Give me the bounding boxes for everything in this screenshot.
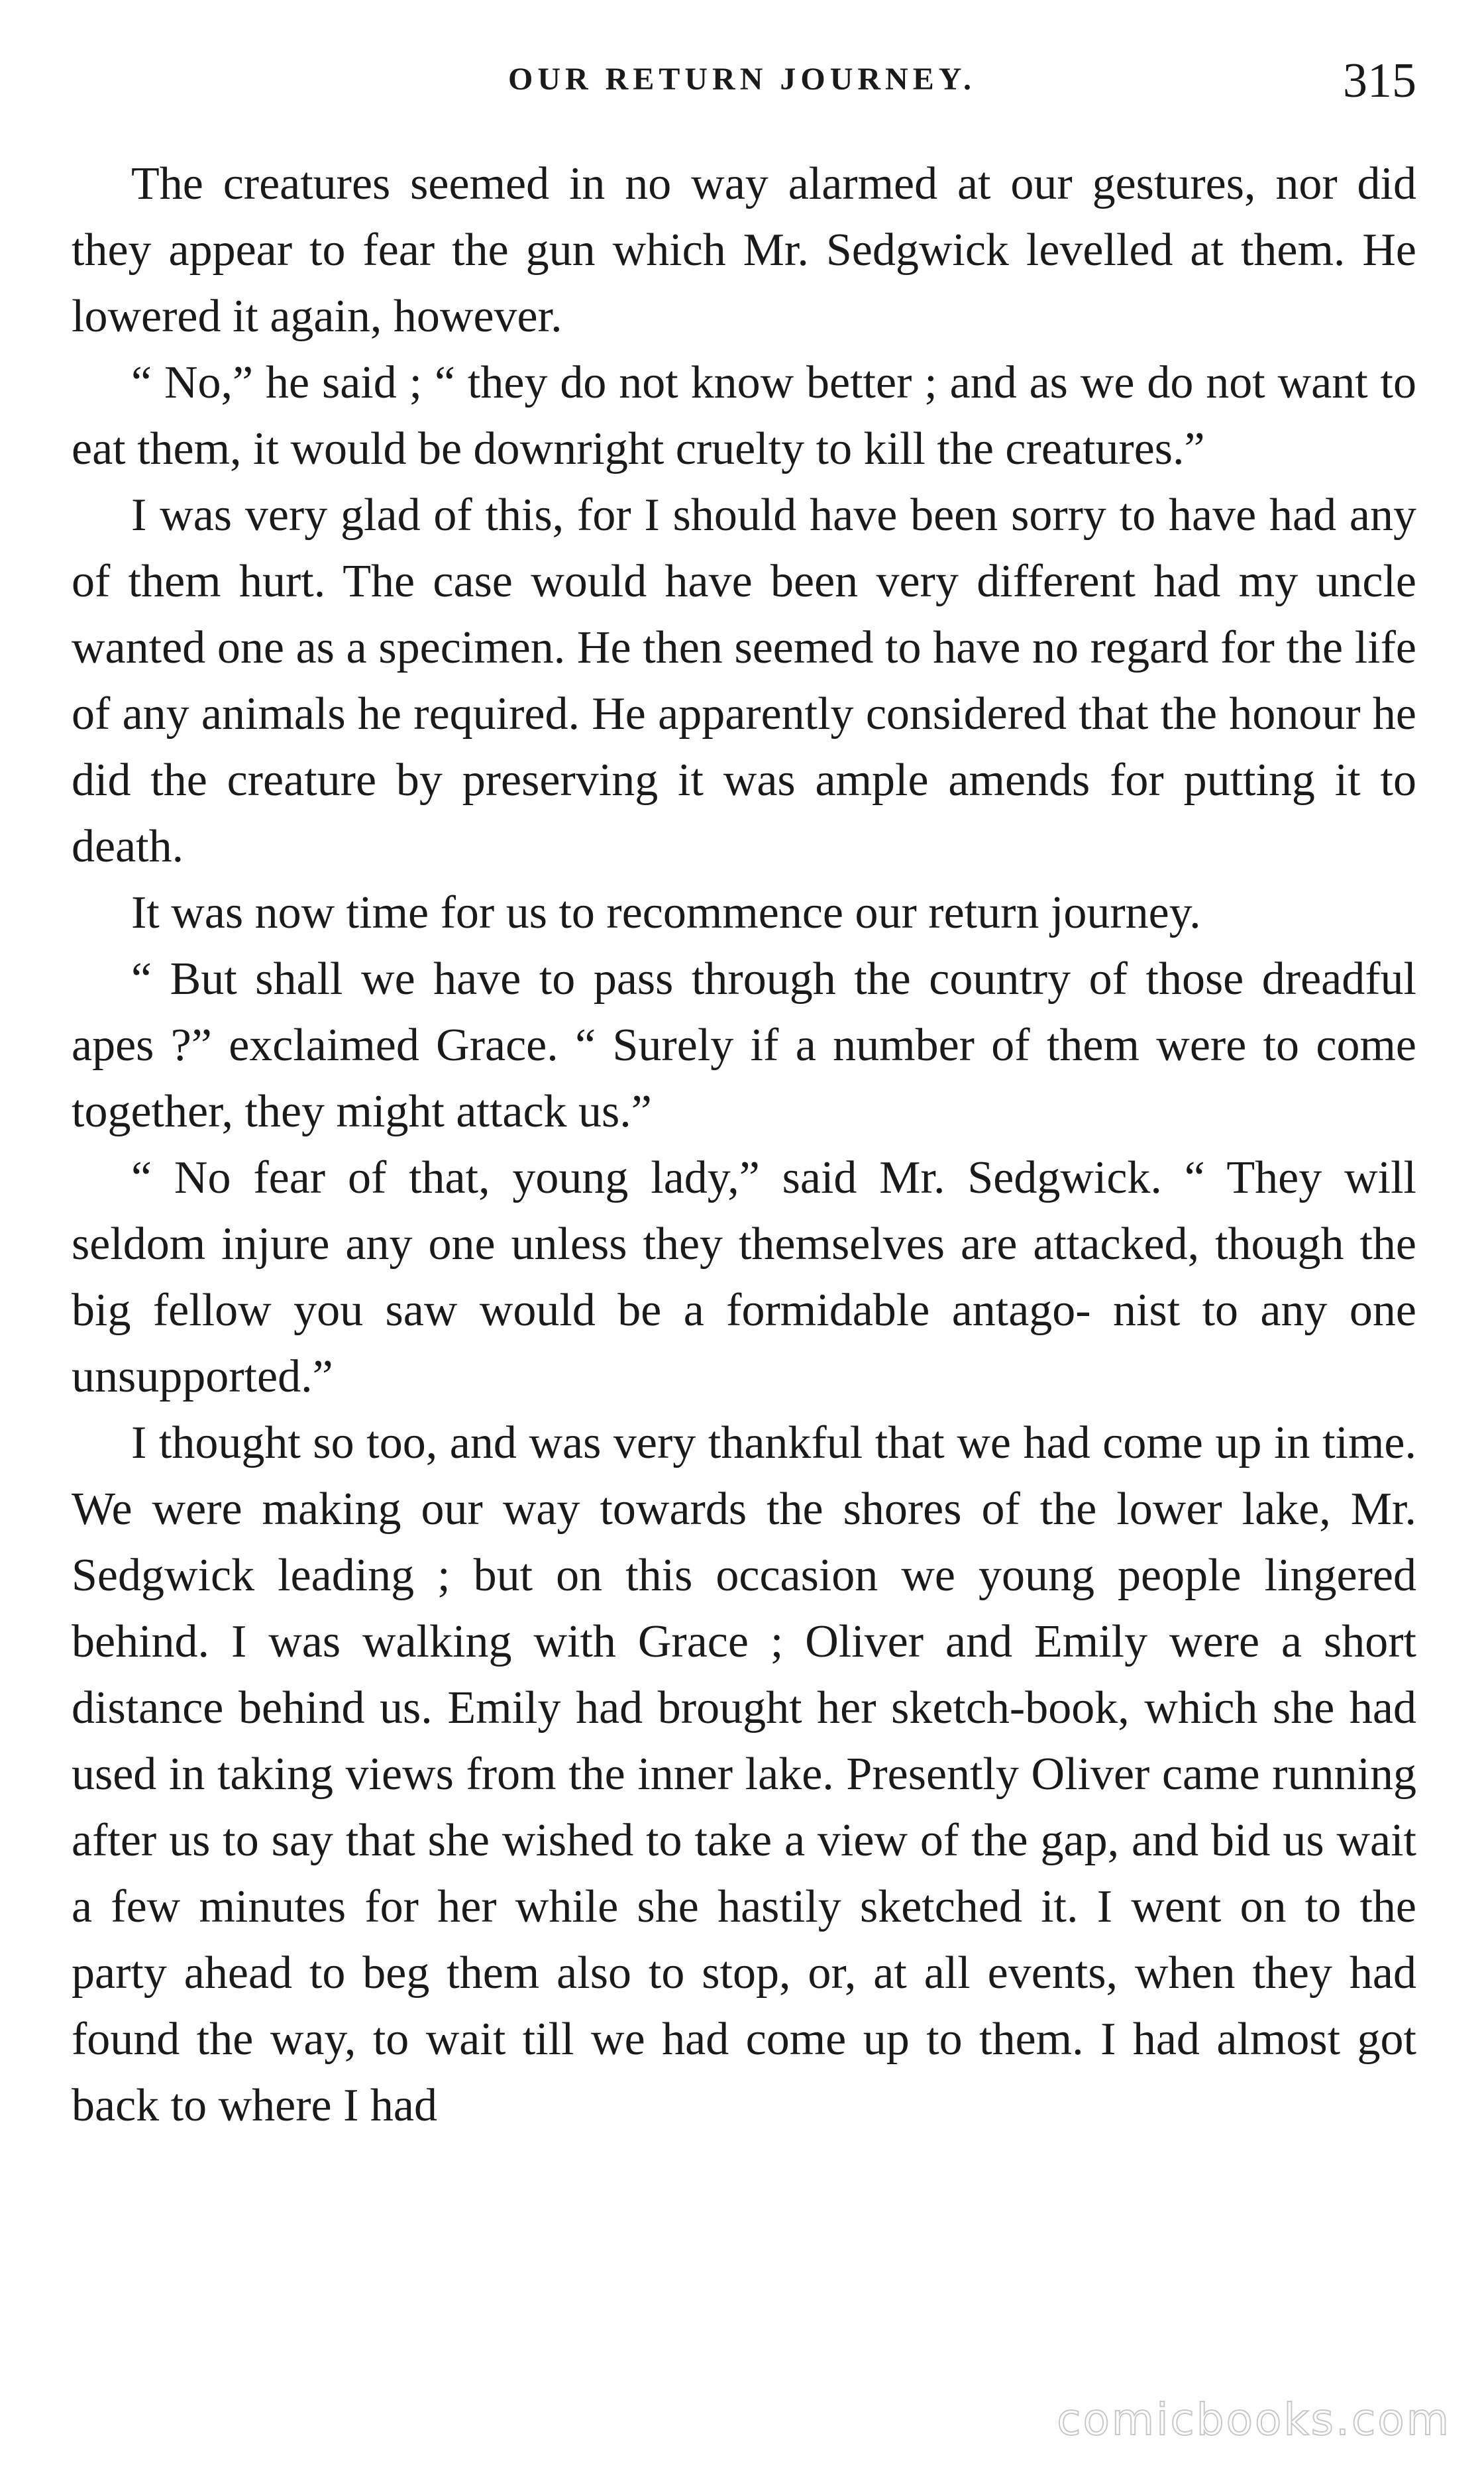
paragraph: It was now time for us to recommence our return journey. [131, 887, 1201, 938]
paragraph: “ No,” he said ; “ they do not know better ; and as we do not want to eat them, it would be downright cruelty to kill the creatures.” [72, 357, 1416, 474]
page-number: 315 [1343, 54, 1416, 108]
page-header [0, 53, 1484, 126]
watermark: comicbooks.com [1057, 2394, 1451, 2445]
running-title: OUR RETURN JOURNEY. [508, 62, 976, 97]
paragraph: I thought so too, and was very thankful that we had come up in time. We were making our way towards the shores of the lower lake, Mr. Sedgwick leading ; but on this occasion we young people lingered behind. I was walking with Grace ; Oliver and Emily were a short distance behind us. Emily had brought her sketch-book, which she had used in taking views from the inner lake. Presently Oliver came running after us to say that she wished to take a view of the gap, and bid us wait a few minutes for her while she hastily sketched it. I went on to the party ahead to beg them also to stop, or, at all events, when they had found the way, to wait till we had come up to them. I had almost got back to where I had [72, 1417, 1416, 2131]
paragraph: I was very glad of this, for I should have been sorry to have had any of them hurt. The case would have been very different had my uncle wanted one as a specimen. He then seemed to have no regard for the life of any animals he required. He apparently considered that the honour he did the creature by preserving it was ample amends for putting it to death. [72, 490, 1416, 872]
paragraph: “ No fear of that, young lady,” said Mr. Sedgwick. “ They will seldom injure any one unless they themselves are attacked, though the big fellow you saw would be a formidable antago- nist to any one unsupported.” [72, 1152, 1416, 1402]
body-text [72, 151, 1416, 2139]
paragraph: The creatures seemed in no way alarmed at our gestures, nor did they appear to fear the gun which Mr. Sedgwick levelled at them. He lowered it again, however. [72, 158, 1416, 342]
paragraph: “ But shall we have to pass through the country of those dreadful apes ?” exclaimed Grace. “ Surely if a number of them were to come together, they might attack us.” [72, 954, 1416, 1137]
